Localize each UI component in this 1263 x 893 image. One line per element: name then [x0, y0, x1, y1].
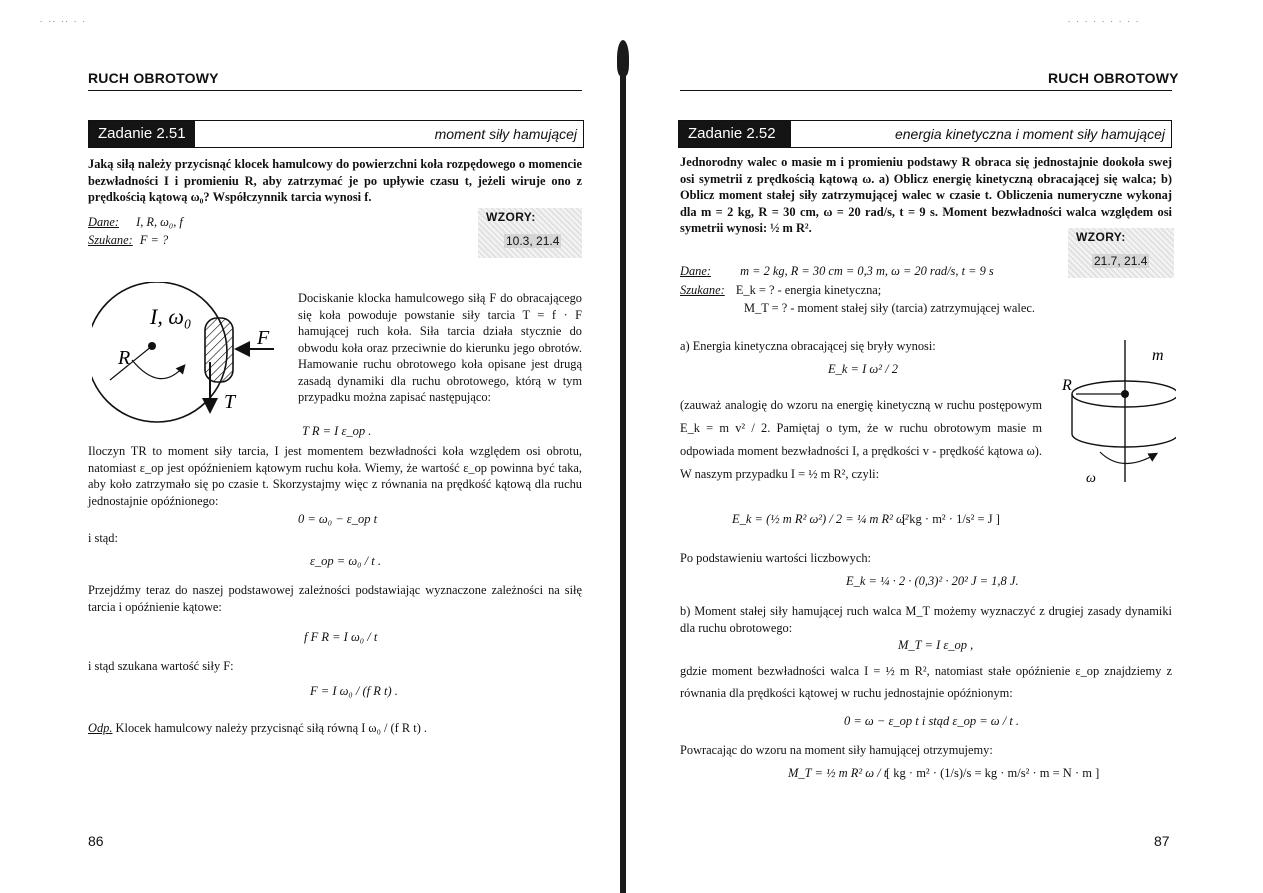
mass-label: m	[1152, 347, 1164, 364]
wanted-2: M_T = ? - moment stałej siły (tarcia) zatrzymującej walec.	[744, 301, 1035, 315]
wheel-figure	[92, 282, 292, 442]
task-header	[678, 120, 1172, 148]
equation-5: F = I ω₀ / (f R t) .	[310, 684, 398, 698]
equation-4: f F R = I ω₀ / t	[304, 630, 378, 644]
wanted-label: Szukane:	[88, 233, 133, 247]
answer-label: Odp.	[88, 721, 113, 735]
book-gutter	[614, 20, 630, 893]
wanted-value: F = ?	[139, 233, 169, 247]
friction-label: T	[224, 391, 236, 413]
formulas-box	[1068, 228, 1174, 278]
wanted-row	[680, 282, 881, 299]
running-head: RUCH OBROTOWY	[88, 70, 219, 86]
given-row	[88, 214, 183, 231]
formulas-value: 10.3, 21.4	[506, 234, 560, 248]
given-row	[680, 263, 1070, 280]
paragraph-2: Iloczyn TR to moment siły tarcia, I jest momentem bezwładności koła względem osi obrotu, natomiast ε_op jest opóźnieniem kątowym ruchu koła. Wiemy, że wartość ε_op powinna być taka, aby koło zatrzymało się po czasie t. Skorzystajmy więc z równania na prędkość kątową dla ruchu jednostajnie opóźnionego:	[88, 444, 582, 508]
left-page	[0, 0, 612, 893]
part-a: a) Energia kinetyczna obracającej się bryły wynosi:	[680, 339, 936, 353]
header-rule	[88, 90, 582, 91]
substitution: Po podstawieniu wartości liczbowych:	[680, 551, 871, 565]
radius-line	[110, 346, 152, 380]
radius-label: R	[118, 347, 131, 369]
scan-dots: . .. .. . .	[40, 14, 87, 24]
answer-text: Klocek hamulcowy należy przycisnąć siłą równą I ω₀ / (f R t) .	[115, 721, 428, 735]
equation-a1: E_k = I ω² / 2	[828, 362, 898, 376]
right-page	[636, 0, 1263, 893]
rotation-arrow	[132, 360, 184, 379]
return-text: Powracając do wzoru na moment siły hamującej otrzymujemy:	[680, 743, 993, 757]
formulas-value: 21.7, 21.4	[1094, 254, 1148, 268]
equation-b2: 0 = ω − ε_op t i stąd ε_op = ω / t .	[844, 714, 1020, 728]
equation-a2: E_k = (½ m R² ω²) / 2 = ¼ m R² ω²	[732, 512, 909, 526]
formulas-label: WZORY:	[486, 210, 536, 224]
equation-2: 0 = ω₀ − ε_op t	[298, 512, 378, 526]
force-label: F	[257, 327, 270, 349]
paragraph-3: Przejdźmy teraz do naszej podstawowej zależności podstawiając wyznaczone zależności na siłę tarcia i opóźnienie kątowe:	[88, 583, 582, 614]
unit-a2: [ kg · m² · 1/s² = J ]	[902, 512, 1000, 526]
given-label: Dane:	[88, 215, 119, 229]
formulas-box	[478, 208, 582, 258]
part-b: b) Moment stałej siły hamującej ruch walca M_T możemy wyznaczyć z drugiej zasady dynamiki dla ruchu obrotowego:	[680, 604, 1172, 635]
equation-b1: M_T = I ε_op ,	[898, 638, 974, 652]
problem-statement: Jaką siłą należy przycisnąć klocek hamulcowy do powierzchni koła rozpędowego o momencie bezwładności I i promieniu R, aby zatrzymać je po upływie czasu t, jeżeli wiruje ono z prędkością kątową ω₀? Współczynnik tarcia wynosi f.	[88, 157, 582, 204]
problem-statement: Jednorodny walec o masie m i promieniu podstawy R obraca się jednostajnie dookoła swej osi symetrii z prędkością kątową ω. a) Oblicz energię kinetyczną obracającej się walca; b) Oblicz moment stałej siły zatrzymującej walec w czasie t. Obliczenia numeryczne wykonaj dla m = 2 kg, R = 30 cm, ω = 20 rad/s, t = 9 s. Moment bezwładności walca względem osi symetrii wynosi: ½ m R².	[680, 155, 1172, 235]
page-number: 87	[1154, 833, 1170, 849]
page-number: 86	[88, 833, 104, 849]
given-value: m = 2 kg, R = 30 cm = 0,3 m, ω = 20 rad/s, t = 9 s	[740, 264, 994, 278]
paragraph-1: Dociskanie klocka hamulcowego siłą F do obracającego się koła powoduje powstanie siły tarcia T = f · F hamującej ruch koła. Siła tarcia działa stycznie do obwodu koła oraz przeciwnie do kierunku jego obrotów. Hamowanie ruchu obrotowego koła opisane jest drugą zasadą dynamiki dla ruchu obrotowego, którą w tym przypadku można zapisać następująco:	[298, 291, 582, 404]
omega-label: ω	[1086, 471, 1096, 486]
paragraph-a: (zauważ analogię do wzoru na energię kinetyczną w ruchu postępowym E_k = m v² / 2. Pamiętaj o tym, że w ruchu obrotowym masie m odpowiada moment bezwładności I, a prędkości v - prędkość kątowa ω). W naszym przypadku I = ½ m R², czyli:	[680, 398, 1042, 481]
formulas-label: WZORY:	[1076, 230, 1126, 244]
wanted-1: E_k = ? - energia kinetyczna;	[735, 283, 882, 297]
radius-label: R	[1062, 377, 1072, 394]
unit-b3: [ kg · m² · (1/s)/s = kg · m/s² · m = N · m ]	[886, 766, 1100, 780]
hence-1: i stąd:	[88, 531, 118, 545]
inertia-label: I, ω₀	[150, 304, 192, 329]
task-header	[88, 120, 584, 148]
cylinder-figure	[1056, 336, 1176, 486]
cylinder-body	[1072, 394, 1176, 447]
given-label: Dane:	[680, 264, 711, 278]
wanted-row	[88, 232, 168, 249]
given-value: I, R, ω₀, f	[136, 215, 183, 229]
equation-1: T R = I ε_op .	[302, 424, 372, 438]
header-rule	[680, 90, 1172, 91]
running-head: RUCH OBROTOWY	[1048, 70, 1179, 86]
task-label: Zadanie 2.52	[679, 121, 791, 147]
hence-2: i stąd szukana wartość siły F:	[88, 659, 234, 673]
answer-row	[88, 720, 582, 737]
scan-dots: . . . . . . . . .	[1068, 14, 1141, 24]
rotation-arrow	[1100, 452, 1156, 464]
paragraph-b1: gdzie moment bezwładności walca I = ½ m R², natomiast stałe opóźnienie ε_op znajdziemy z równania dla prędkości kątowej w ruchu jednostajnie opóźnionym:	[680, 664, 1172, 700]
equation-3: ε_op = ω₀ / t .	[310, 554, 381, 568]
wanted-label: Szukane:	[680, 283, 725, 297]
equation-a3: E_k = ¼ · 2 · (0,3)² · 20² J = 1,8 J.	[846, 574, 1019, 588]
task-label: Zadanie 2.51	[89, 121, 195, 147]
task-topic: energia kinetyczna i moment siły hamującej	[894, 126, 1165, 142]
equation-b3: M_T = ½ m R² ω / t	[788, 766, 888, 780]
task-topic: moment siły hamującej	[434, 126, 577, 142]
